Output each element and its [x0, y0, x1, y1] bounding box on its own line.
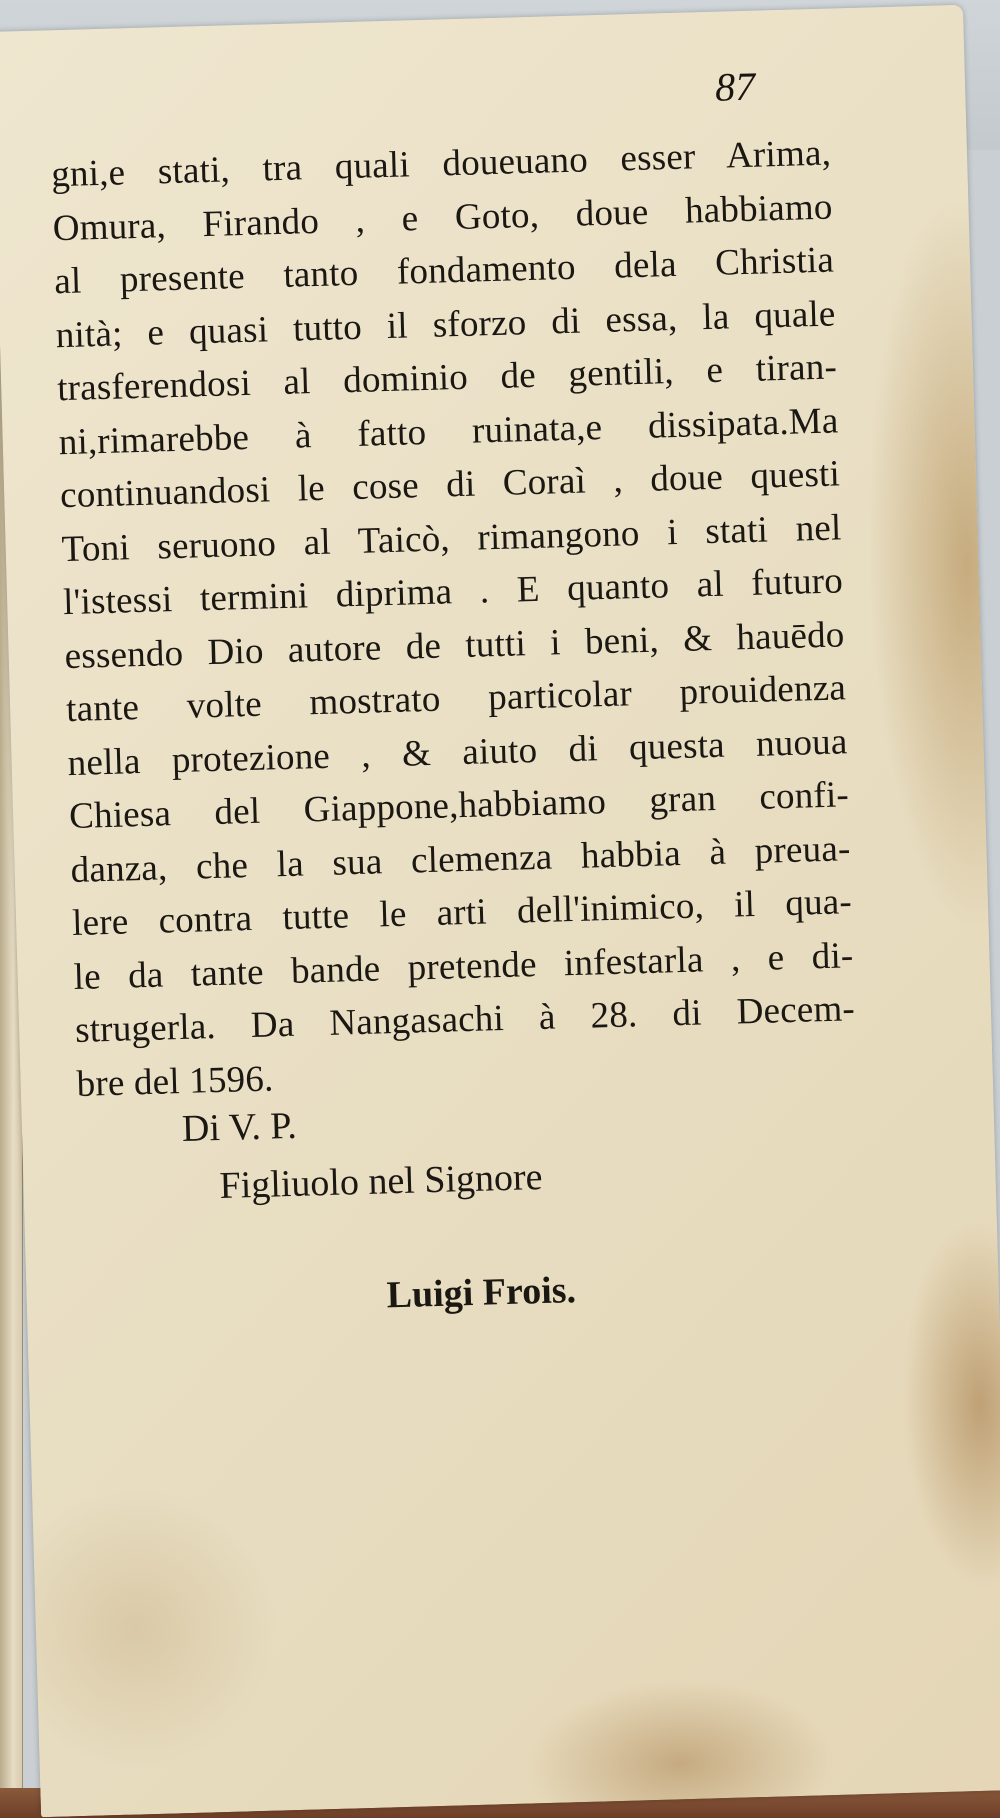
text-line: Toni seruono al Taicò, rimangono i stati nel [61, 506, 842, 570]
text-line: al presente tanto fondamento dela Christia [53, 239, 835, 303]
body-text [51, 127, 858, 1111]
text-line: l'istessi termini diprima . E quanto al futuro [62, 560, 844, 624]
text-line: trasferendosi al dominio de gentili, e tiran- [56, 346, 838, 410]
text-line: strugerla. Da Nangasachi à 28. di Decem- [74, 988, 856, 1051]
signature: Luigi Frois. [386, 1269, 577, 1317]
text-line: ni,rimarebbe à fatto ruinata,e dissipata.Ma [58, 399, 840, 463]
closing-relation: Figliuolo nel Signore [218, 1155, 544, 1207]
text-line: lere contra tutte le arti dell'inimico, il qua- [71, 881, 853, 944]
text-line: bre del 1596. [76, 1057, 274, 1105]
text-line: Chiesa del Giappone,habbiamo gran confi- [68, 774, 850, 838]
text-line: gni,e stati, tra quali doueuano esser Arima, [50, 132, 832, 196]
closing-salutation: Di V. P. [181, 1104, 298, 1151]
text-line: danza, che la sua clemenza habbia à preua- [70, 827, 851, 891]
text-line: continuandosi le cose di Coraì , doue questi [59, 453, 841, 517]
text-line: nità; e quasi tutto il sforzo di essa, la quale [55, 292, 837, 356]
text-line: essendo Dio autore de tutti i beni, & hauēdo [64, 613, 845, 677]
text-line: Omura, Firando , e Goto, doue habbiamo [52, 186, 834, 249]
text-line: le da tante bande pretende infestarla , e di- [73, 934, 854, 998]
book-page [0, 5, 1000, 1817]
text-line: tante volte mostrato particolar prouidenza [65, 667, 847, 731]
text-line: nella protezione , & aiuto di questa nuoua [67, 720, 848, 784]
page-number: 87 [714, 63, 756, 110]
